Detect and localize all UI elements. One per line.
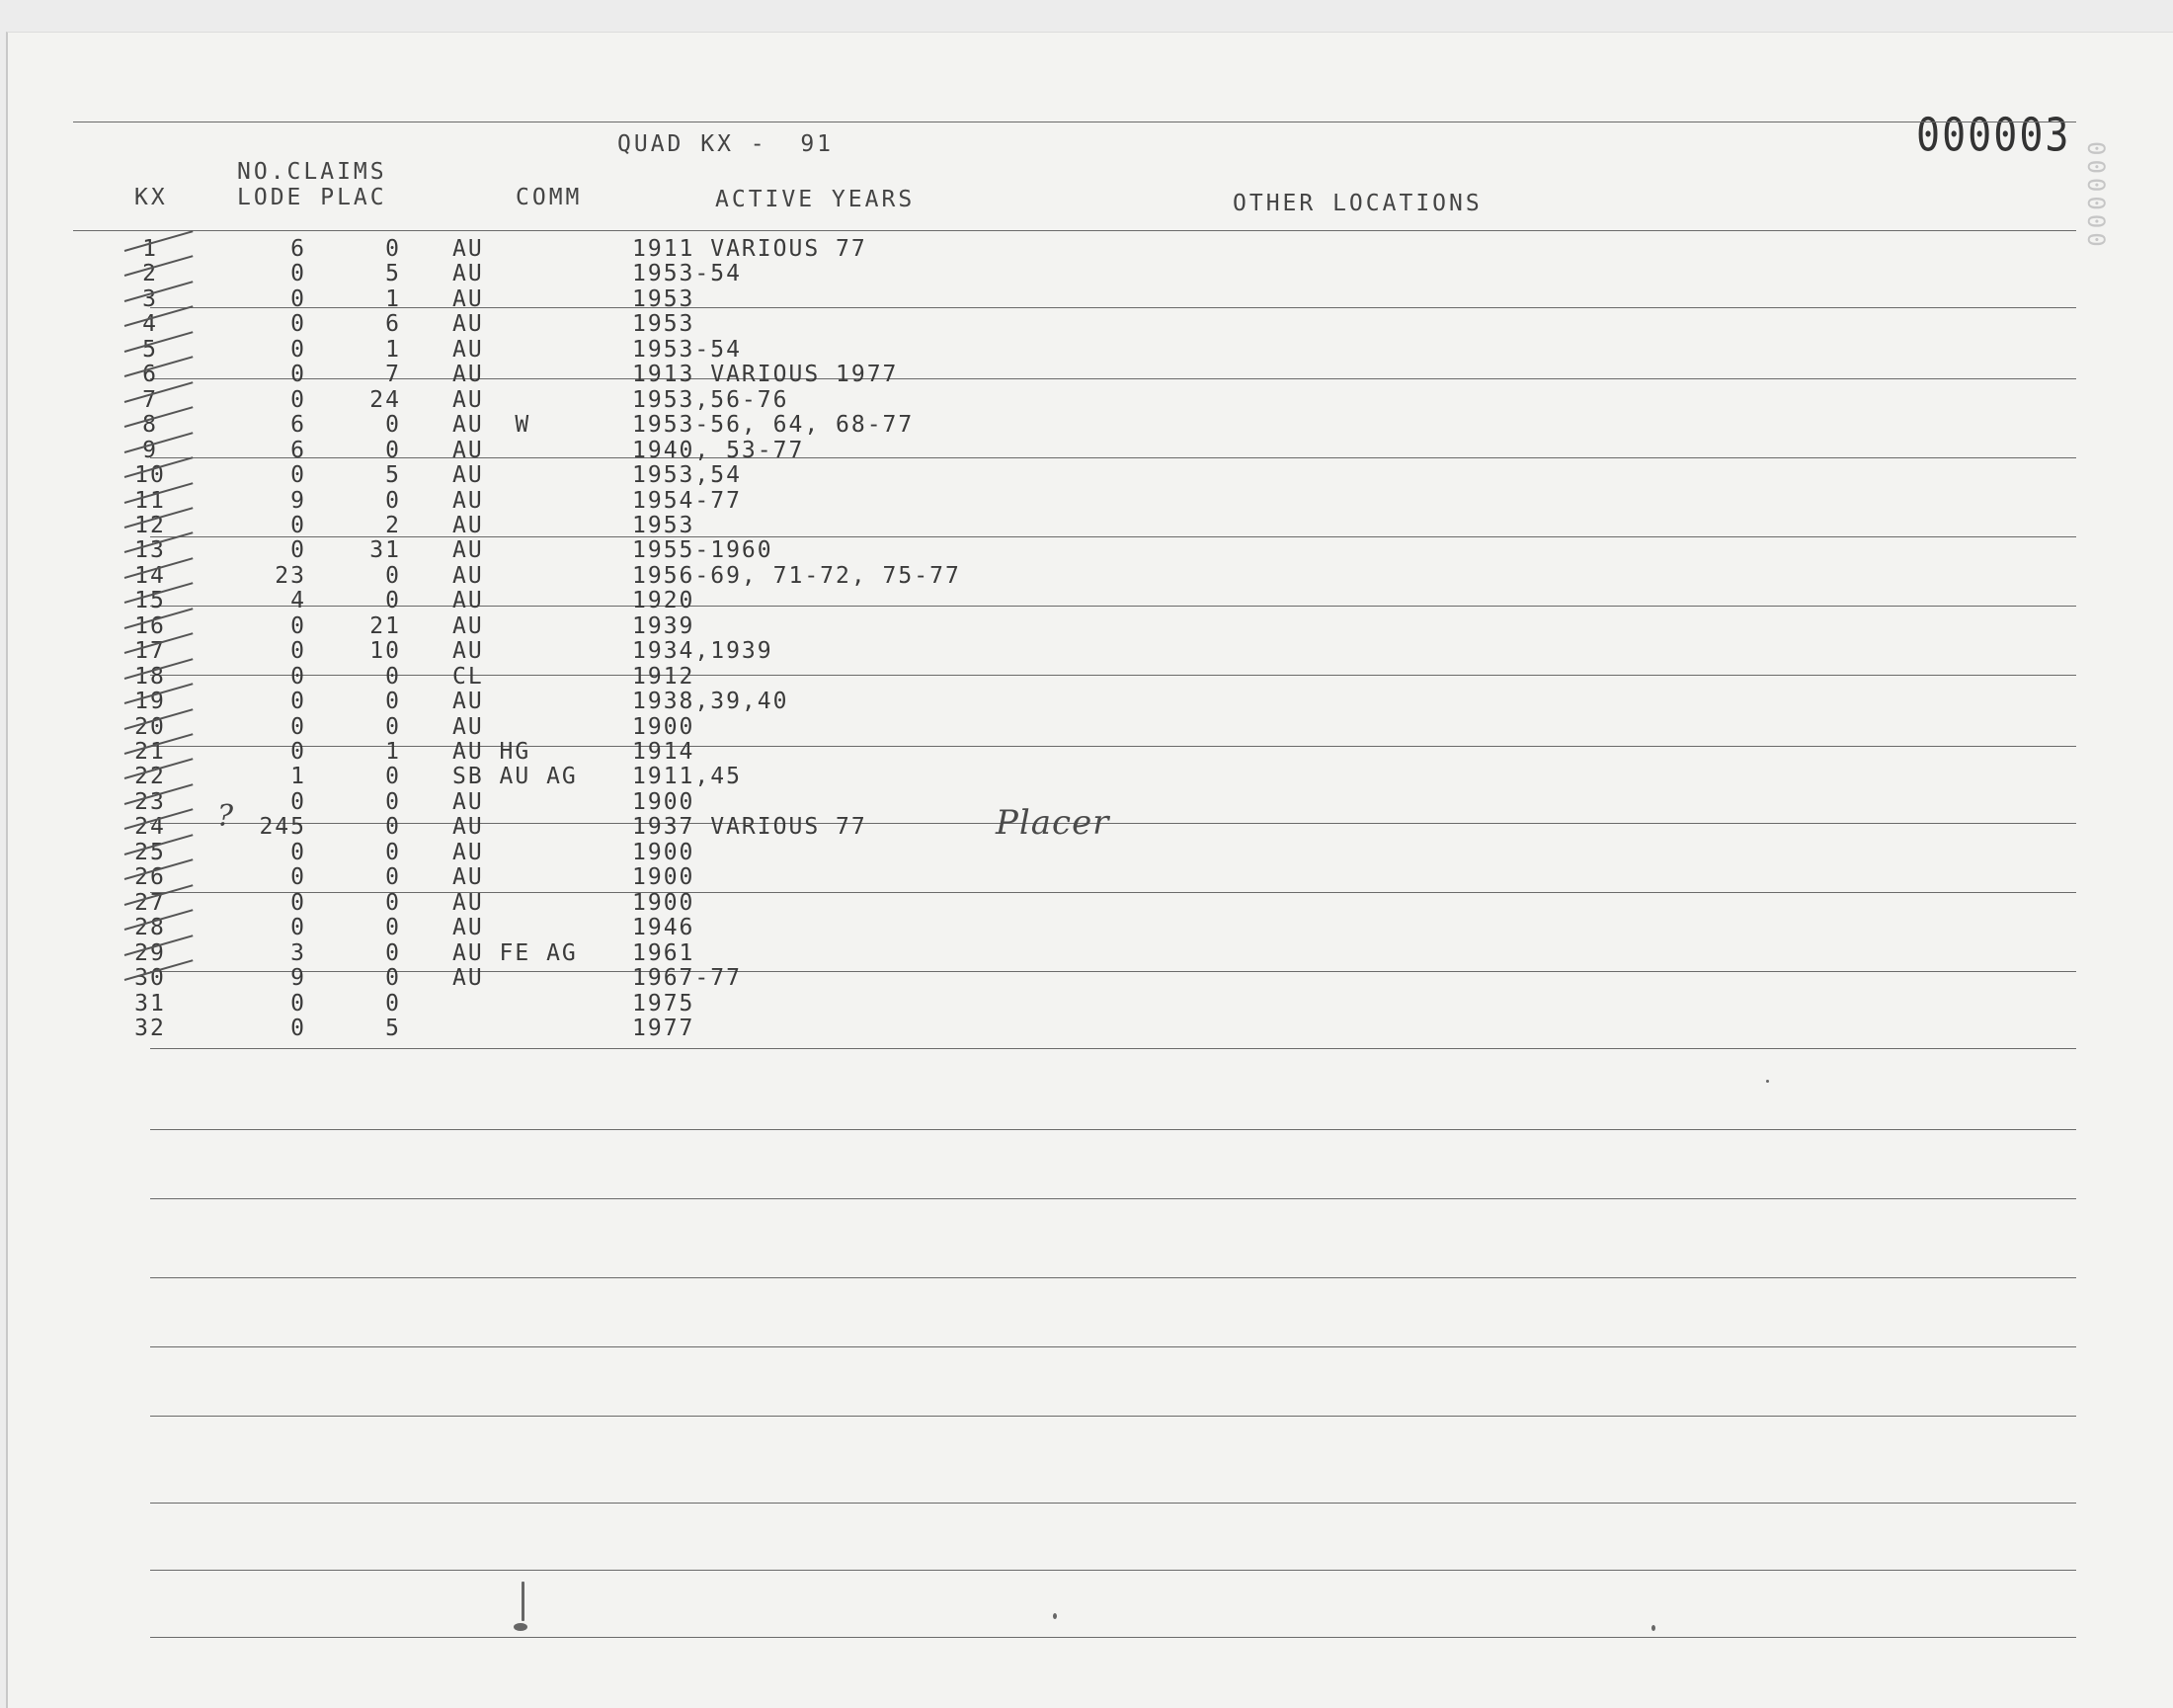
active-years: 1955-1960 <box>632 537 773 564</box>
commodity: AU <box>452 311 484 338</box>
table-row <box>8 537 2173 562</box>
active-years: 1967-77 <box>632 965 742 992</box>
placer-count: 10 <box>369 638 401 665</box>
placer-count: 7 <box>385 362 401 388</box>
table-row <box>8 337 2173 362</box>
commodity: AU FE AG <box>452 939 578 966</box>
placer-count: 0 <box>385 713 401 740</box>
active-years: 1900 <box>632 713 695 740</box>
placer-count: 5 <box>385 261 401 287</box>
lode-count: 0 <box>290 915 306 941</box>
active-years: 1900 <box>632 864 695 891</box>
quad-title: QUAD KX - 91 <box>617 131 835 157</box>
lode-count: 0 <box>290 537 306 564</box>
commodity: AU <box>452 285 484 312</box>
active-years: 1946 <box>632 915 695 941</box>
commodity: CL <box>452 663 484 690</box>
active-years: 1900 <box>632 889 695 916</box>
kx-cell: 15 <box>134 588 166 614</box>
lode-count: 0 <box>290 336 306 363</box>
commodity: AU <box>452 788 484 815</box>
table-row <box>8 286 2173 311</box>
kx-cell: 9 <box>142 437 158 463</box>
placer-count: 5 <box>385 1015 401 1041</box>
commodity: AU <box>452 336 484 363</box>
placer-count: 0 <box>385 588 401 614</box>
active-years: 1961 <box>632 939 695 966</box>
handwritten-question-mark: ? <box>217 799 234 834</box>
placer-count: 21 <box>369 612 401 639</box>
commodity: AU <box>452 236 484 262</box>
header-lode-plac: LODE PLAC <box>237 185 387 210</box>
table-row <box>8 236 2173 261</box>
placer-count: 0 <box>385 689 401 715</box>
commodity: SB AU AG <box>452 764 578 790</box>
active-years: 1920 <box>632 588 695 614</box>
ruled-line <box>150 1277 2076 1278</box>
active-years: 1956-69, 71-72, 75-77 <box>632 562 961 589</box>
ruled-line <box>150 1198 2076 1199</box>
kx-cell: 2 <box>142 261 158 287</box>
table-row <box>8 764 2173 788</box>
placer-count: 0 <box>385 437 401 463</box>
commodity: AU <box>452 437 484 463</box>
header-active-years: ACTIVE YEARS <box>715 187 916 212</box>
kx-cell: 7 <box>142 386 158 413</box>
kx-cell: 22 <box>134 764 166 790</box>
placer-count: 0 <box>385 915 401 941</box>
table-row <box>8 563 2173 588</box>
kx-cell: 31 <box>134 990 166 1017</box>
lode-count: 23 <box>275 562 306 589</box>
active-years: 1911 VARIOUS 77 <box>632 236 867 262</box>
kx-cell: 4 <box>142 311 158 338</box>
lode-count: 0 <box>290 739 306 765</box>
kx-cell: 21 <box>134 739 166 765</box>
table-row <box>8 513 2173 537</box>
active-years: 1912 <box>632 663 695 690</box>
active-years: 1975 <box>632 990 695 1017</box>
placer-count: 1 <box>385 739 401 765</box>
kx-cell: 23 <box>134 788 166 815</box>
commodity: AU <box>452 965 484 992</box>
lode-count: 0 <box>290 285 306 312</box>
table-row <box>8 412 2173 437</box>
lode-count: 0 <box>290 713 306 740</box>
kx-cell: 20 <box>134 713 166 740</box>
lode-count: 0 <box>290 889 306 916</box>
lode-count: 245 <box>259 814 306 841</box>
active-years: 1954-77 <box>632 487 742 514</box>
table-row <box>8 940 2173 965</box>
kx-cell: 18 <box>134 663 166 690</box>
table-row <box>8 488 2173 513</box>
placer-count: 0 <box>385 990 401 1017</box>
ruled-line <box>150 1129 2076 1130</box>
lode-count: 0 <box>290 638 306 665</box>
active-years: 1938,39,40 <box>632 689 789 715</box>
commodity: AU <box>452 512 484 538</box>
kx-cell: 24 <box>134 814 166 841</box>
kx-cell: 32 <box>134 1015 166 1041</box>
table-row <box>8 739 2173 764</box>
kx-cell: 16 <box>134 612 166 639</box>
table-row <box>8 915 2173 939</box>
active-years: 1953 <box>632 285 695 312</box>
kx-cell: 27 <box>134 889 166 916</box>
active-years: 1940, 53-77 <box>632 437 805 463</box>
commodity: AU <box>452 889 484 916</box>
kx-cell: 19 <box>134 689 166 715</box>
placer-count: 0 <box>385 764 401 790</box>
table-row <box>8 462 2173 487</box>
placer-count: 6 <box>385 311 401 338</box>
ruled-line <box>150 1570 2076 1571</box>
kx-cell: 17 <box>134 638 166 665</box>
lode-count: 9 <box>290 487 306 514</box>
commodity: AU <box>452 537 484 564</box>
placer-count: 0 <box>385 814 401 841</box>
table-row <box>8 890 2173 915</box>
placer-count: 0 <box>385 864 401 891</box>
commodity: AU <box>452 261 484 287</box>
commodity: AU <box>452 814 484 841</box>
table-row <box>8 387 2173 412</box>
placer-count: 24 <box>369 386 401 413</box>
table-row <box>8 714 2173 739</box>
handwritten-note: Placer <box>996 803 1110 843</box>
placer-count: 0 <box>385 236 401 262</box>
header-kx: KX <box>134 185 168 210</box>
placer-count: 0 <box>385 839 401 865</box>
lode-count: 0 <box>290 311 306 338</box>
table-row <box>8 840 2173 864</box>
commodity: AU <box>452 638 484 665</box>
commodity: AU <box>452 915 484 941</box>
commodity: AU <box>452 386 484 413</box>
kx-cell: 14 <box>134 562 166 589</box>
placer-count: 0 <box>385 889 401 916</box>
placer-count: 5 <box>385 462 401 489</box>
kx-cell: 25 <box>134 839 166 865</box>
kx-cell: 1 <box>142 236 158 262</box>
active-years: 1953,54 <box>632 462 742 489</box>
lode-count: 0 <box>290 512 306 538</box>
active-years: 1953-54 <box>632 261 742 287</box>
lode-count: 6 <box>290 236 306 262</box>
lode-count: 0 <box>290 990 306 1017</box>
table-row <box>8 638 2173 663</box>
side-stamp-number: 000000 <box>2082 141 2110 251</box>
lode-count: 0 <box>290 386 306 413</box>
ruled-line <box>150 1346 2076 1347</box>
header-no-claims: NO.CLAIMS <box>237 159 387 185</box>
kx-cell: 13 <box>134 537 166 564</box>
commodity: AU <box>452 362 484 388</box>
placer-count: 0 <box>385 965 401 992</box>
active-years: 1914 <box>632 739 695 765</box>
lode-count: 4 <box>290 588 306 614</box>
table-row <box>8 438 2173 462</box>
ink-mark <box>522 1582 524 1621</box>
active-years: 1977 <box>632 1015 695 1041</box>
commodity: AU <box>452 713 484 740</box>
placer-count: 1 <box>385 285 401 312</box>
placer-count: 31 <box>369 537 401 564</box>
kx-cell: 3 <box>142 285 158 312</box>
ink-speck <box>1651 1625 1655 1631</box>
commodity: AU <box>452 487 484 514</box>
lode-count: 6 <box>290 412 306 439</box>
kx-cell: 5 <box>142 336 158 363</box>
lode-count: 0 <box>290 663 306 690</box>
kx-cell: 28 <box>134 915 166 941</box>
active-years: 1900 <box>632 788 695 815</box>
table-row <box>8 965 2173 990</box>
ink-speck <box>1053 1613 1057 1619</box>
ruled-line <box>150 1416 2076 1417</box>
lode-count: 3 <box>290 939 306 966</box>
kx-cell: 29 <box>134 939 166 966</box>
document-number: 000003 <box>1916 110 2071 162</box>
lode-count: 0 <box>290 864 306 891</box>
kx-cell: 11 <box>134 487 166 514</box>
lode-count: 0 <box>290 788 306 815</box>
lode-count: 0 <box>290 839 306 865</box>
ruled-line <box>150 1637 2076 1638</box>
kx-cell: 8 <box>142 412 158 439</box>
active-years: 1911,45 <box>632 764 742 790</box>
ink-speck <box>1766 1080 1769 1083</box>
placer-count: 0 <box>385 412 401 439</box>
table-row <box>8 311 2173 336</box>
placer-count: 0 <box>385 487 401 514</box>
active-years: 1934,1939 <box>632 638 773 665</box>
placer-count: 2 <box>385 512 401 538</box>
document-sheet <box>6 32 2173 1708</box>
table-row <box>8 664 2173 689</box>
commodity: AU <box>452 562 484 589</box>
active-years: 1953-54 <box>632 336 742 363</box>
header-comm: COMM <box>516 185 583 210</box>
ruled-line <box>150 1503 2076 1504</box>
commodity: AU <box>452 689 484 715</box>
header-other-locations: OTHER LOCATIONS <box>1233 191 1483 216</box>
commodity: AU <box>452 612 484 639</box>
table-row <box>8 613 2173 638</box>
placer-count: 0 <box>385 939 401 966</box>
commodity: AU HG <box>452 739 531 765</box>
lode-count: 0 <box>290 462 306 489</box>
lode-count: 0 <box>290 261 306 287</box>
active-years: 1953 <box>632 311 695 338</box>
commodity: AU <box>452 588 484 614</box>
active-years: 1937 VARIOUS 77 <box>632 814 867 841</box>
kx-cell: 12 <box>134 512 166 538</box>
kx-cell: 26 <box>134 864 166 891</box>
active-years: 1900 <box>632 839 695 865</box>
commodity: AU <box>452 839 484 865</box>
placer-count: 0 <box>385 562 401 589</box>
table-row <box>8 864 2173 889</box>
kx-cell: 30 <box>134 965 166 992</box>
placer-count: 1 <box>385 336 401 363</box>
active-years: 1953,56-76 <box>632 386 789 413</box>
ruled-line <box>150 1048 2076 1049</box>
ruled-line <box>73 230 2076 231</box>
ink-blot <box>514 1623 527 1631</box>
table-row <box>8 588 2173 612</box>
lode-count: 9 <box>290 965 306 992</box>
commodity: AU <box>452 462 484 489</box>
placer-count: 0 <box>385 663 401 690</box>
commodity: AU <box>452 864 484 891</box>
lode-count: 0 <box>290 689 306 715</box>
lode-count: 0 <box>290 1015 306 1041</box>
table-row <box>8 1016 2173 1040</box>
table-row <box>8 261 2173 285</box>
lode-count: 0 <box>290 612 306 639</box>
commodity: AU W <box>452 412 531 439</box>
active-years: 1939 <box>632 612 695 639</box>
table-row <box>8 362 2173 386</box>
active-years: 1953 <box>632 512 695 538</box>
active-years: 1953-56, 64, 68-77 <box>632 412 915 439</box>
lode-count: 6 <box>290 437 306 463</box>
kx-cell: 10 <box>134 462 166 489</box>
kx-cell: 6 <box>142 362 158 388</box>
lode-count: 1 <box>290 764 306 790</box>
table-row <box>8 689 2173 713</box>
placer-count: 0 <box>385 788 401 815</box>
table-row <box>8 991 2173 1016</box>
active-years: 1913 VARIOUS 1977 <box>632 362 899 388</box>
lode-count: 0 <box>290 362 306 388</box>
